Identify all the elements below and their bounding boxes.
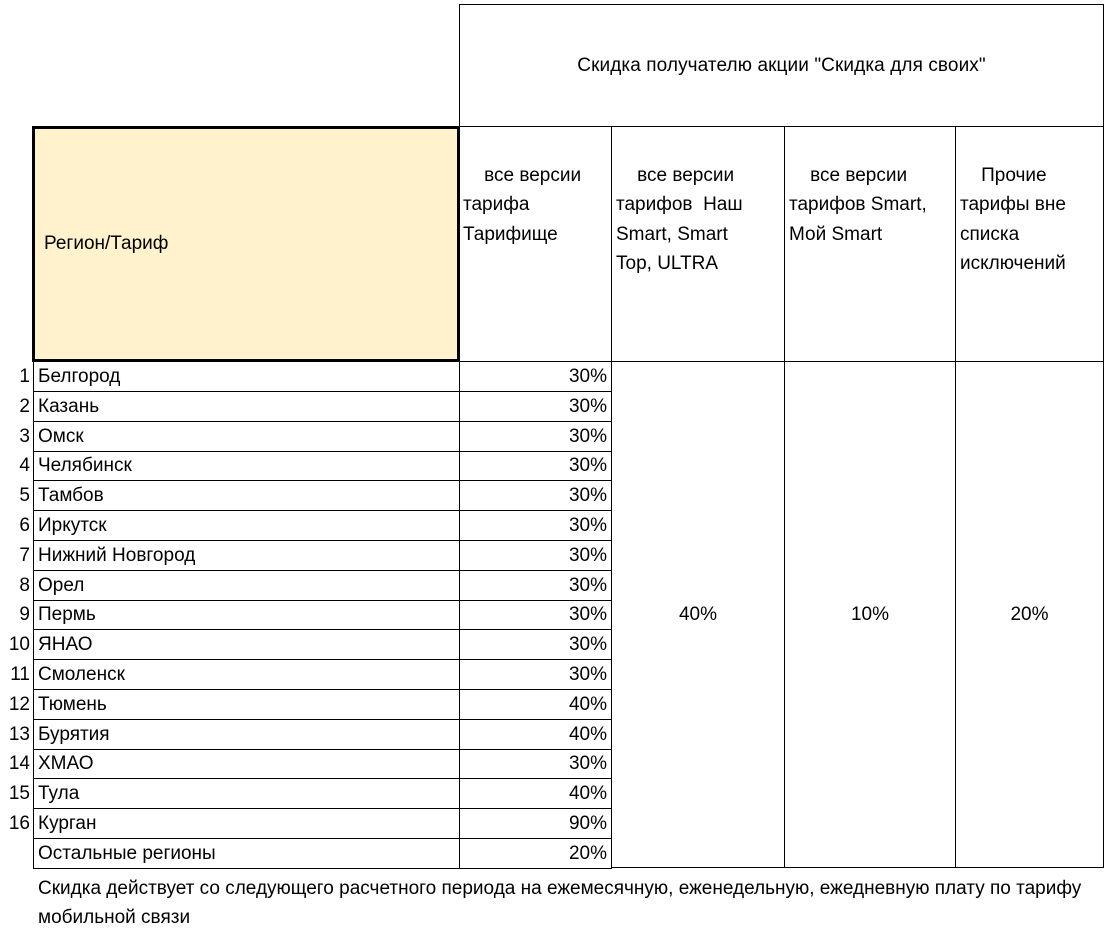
tarifishche-discount-cell: 20% xyxy=(459,839,612,869)
column-header-tarifishche xyxy=(459,127,612,362)
footnote: Скидка действует со следующего расчетного периода на ежемесячную, еженедельную, ежедневную плату по тарифу мобильной связи xyxy=(38,878,1082,928)
column-header-other-tariffs xyxy=(956,127,1104,362)
region-cell: Казань xyxy=(33,392,460,422)
tarifishche-discount-cell: 30% xyxy=(459,630,612,660)
row-number: 10 xyxy=(8,634,30,656)
tarifishche-discount-cell: 30% xyxy=(459,600,612,630)
region-tariff-header xyxy=(32,126,460,362)
tarifishche-discount-cell: 30% xyxy=(459,481,612,511)
tarifishche-discount-cell: 30% xyxy=(459,511,612,541)
row-number: 1 xyxy=(19,366,30,387)
region-cell: Тула xyxy=(33,779,460,809)
column-header-smart xyxy=(785,127,956,362)
tarifishche-discount-cell: 40% xyxy=(459,720,612,750)
region-cell: Иркутск xyxy=(33,511,460,541)
tarifishche-discount-cell: 40% xyxy=(459,779,612,809)
tarifishche-discount-cell: 30% xyxy=(459,392,612,422)
region-cell: Бурятия xyxy=(33,720,460,750)
column-header-text: все версии тарифов Smart, Мой Smart xyxy=(789,164,927,245)
group-header-text: Скидка получателю акции "Скидка для своих" xyxy=(577,54,986,76)
region-cell: Остальные регионы xyxy=(33,839,460,869)
tarifishche-discount-cell: 90% xyxy=(459,809,612,839)
column-header-text: все версии тарифа Тарифище xyxy=(463,164,582,245)
row-number: 4 xyxy=(19,455,30,477)
merged-cell-other-tariffs xyxy=(956,362,1104,868)
region-cell: Орел xyxy=(33,571,460,601)
region-cell: Челябинск xyxy=(33,451,460,481)
row-number: 9 xyxy=(19,604,30,626)
group-header xyxy=(459,4,1104,127)
region-cell: Тамбов xyxy=(33,481,460,511)
tarifishche-discount-cell: 30% xyxy=(459,362,612,392)
merged-value: 40% xyxy=(678,603,718,625)
row-number: 8 xyxy=(19,574,30,596)
column-header-text: Прочие тарифы вне списка исключений xyxy=(960,164,1066,274)
merged-value: 10% xyxy=(850,603,890,625)
region-cell: ЯНАО xyxy=(33,630,460,660)
merged-cell-smart xyxy=(785,362,956,868)
tarifishche-discount-cell: 30% xyxy=(459,541,612,571)
row-number: 5 xyxy=(19,485,30,507)
row-number: 7 xyxy=(19,544,30,566)
row-number: 2 xyxy=(19,395,30,417)
region-cell: Смоленск xyxy=(33,660,460,690)
region-tariff-header-text: Регион/Тариф xyxy=(44,233,169,254)
merged-value: 20% xyxy=(1010,603,1049,625)
region-cell: Курган xyxy=(33,809,460,839)
tarifishche-discount-cell: 40% xyxy=(459,690,612,720)
row-number: 14 xyxy=(8,753,30,775)
region-cell: Пермь xyxy=(33,600,460,630)
row-number: 13 xyxy=(8,723,30,745)
row-number: 11 xyxy=(10,664,30,685)
merged-cell-nash-smart xyxy=(612,362,785,868)
tarifishche-discount-cell: 30% xyxy=(459,660,612,690)
row-number: 6 xyxy=(19,515,30,536)
tarifishche-discount-cell: 30% xyxy=(459,422,612,452)
row-number: 16 xyxy=(8,813,30,834)
row-number: 15 xyxy=(8,783,30,805)
region-cell: Нижний Новгород xyxy=(33,541,460,571)
region-cell: ХМАО xyxy=(33,749,460,779)
tarifishche-discount-cell: 30% xyxy=(459,571,612,601)
row-number: 12 xyxy=(8,693,30,715)
tarifishche-discount-cell: 30% xyxy=(459,451,612,481)
region-cell: Белгород xyxy=(33,362,460,392)
region-cell: Омск xyxy=(33,422,460,452)
row-number: 3 xyxy=(19,425,30,447)
region-cell: Тюмень xyxy=(33,690,460,720)
column-header-text: все версии тарифов Наш Smart, Smart Top, ULTRA xyxy=(616,164,743,274)
column-header-nash-smart xyxy=(612,127,785,362)
tarifishche-discount-cell: 30% xyxy=(459,749,612,779)
